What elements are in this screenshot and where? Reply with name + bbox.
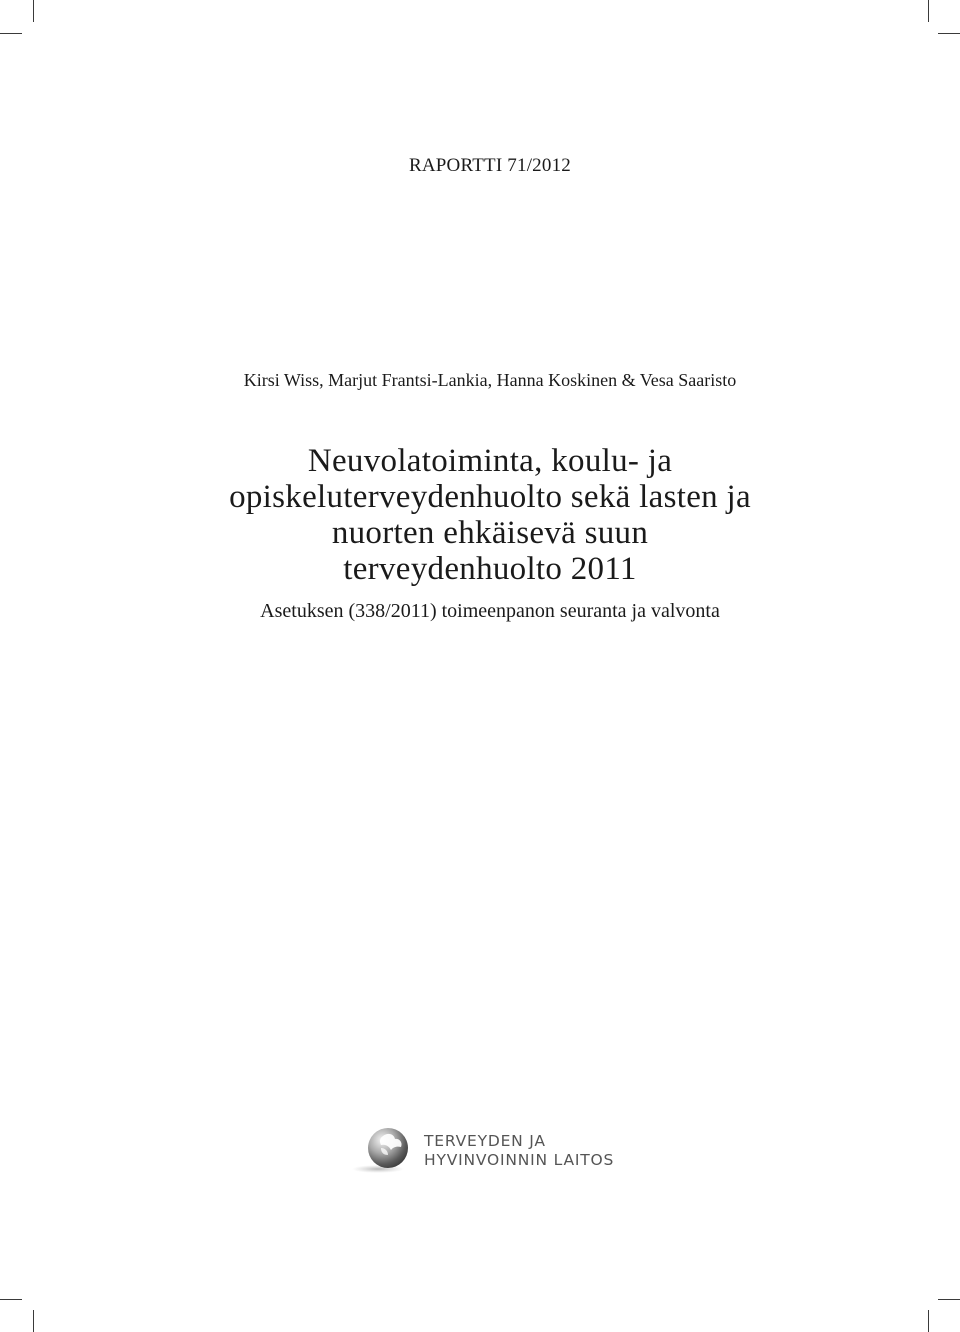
crop-mark-bottom-left-horizontal (0, 1299, 22, 1300)
title-line: terveydenhuolto 2011 (343, 551, 637, 587)
document-title (0, 443, 960, 587)
title-line: nuorten ehkäisevä suun (331, 515, 649, 551)
crop-mark-bottom-left-vertical (33, 1310, 34, 1332)
crop-mark-top-right-horizontal (938, 33, 960, 34)
crop-mark-top-right-vertical (928, 0, 929, 22)
crop-mark-bottom-right-vertical (928, 1310, 929, 1332)
document-subtitle: Asetuksen (338/2011) toimeenpanon seuranta ja valvonta (260, 600, 720, 622)
report-number: RAPORTTI 71/2012 (409, 155, 571, 176)
crop-mark-top-left-horizontal (0, 33, 22, 34)
crop-mark-bottom-right-horizontal (938, 1299, 960, 1300)
publisher-name (424, 1132, 614, 1170)
authors: Kirsi Wiss, Marjut Frantsi-Lankia, Hanna Koskinen & Vesa Saaristo (243, 370, 737, 390)
publisher-logo (350, 1122, 650, 1178)
publisher-name-line: TERVEYDEN JA (424, 1132, 546, 1150)
crop-mark-top-left-vertical (33, 0, 34, 22)
publisher-name-line: HYVINVOINNIN LAITOS (424, 1151, 615, 1169)
thl-sphere-logo-icon (350, 1122, 414, 1178)
title-line: opiskeluterveydenhuolto sekä lasten ja (229, 479, 751, 515)
title-line: Neuvolatoiminta, koulu- ja (307, 443, 673, 479)
